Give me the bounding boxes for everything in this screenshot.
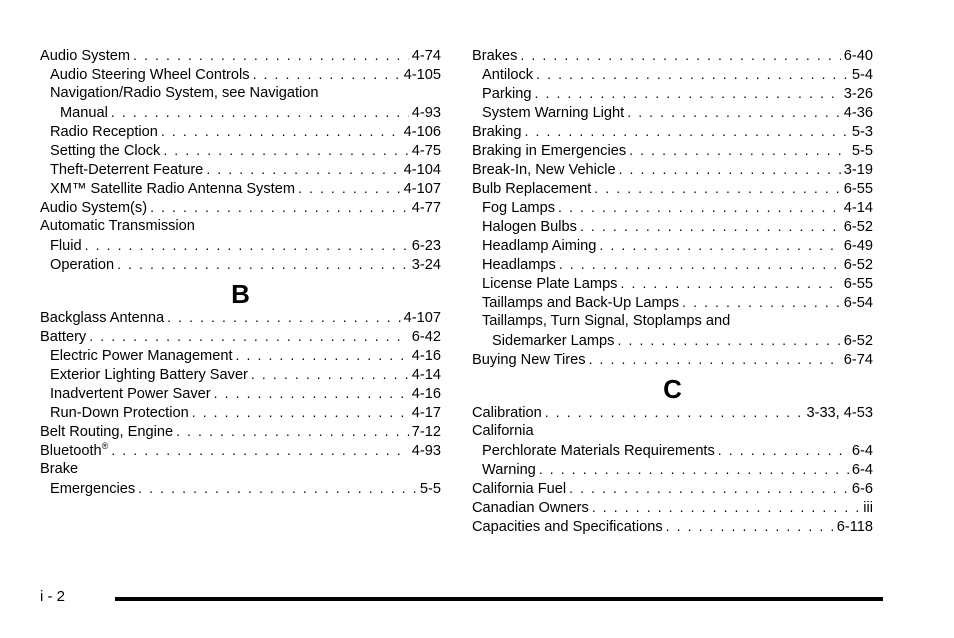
- page-reference: 4-104: [403, 162, 441, 178]
- entry-title: Antilock: [482, 67, 534, 83]
- dot-leader: [627, 103, 841, 122]
- index-entry: [472, 217, 873, 236]
- page-reference: 6-118: [836, 519, 873, 535]
- dot-leader: [536, 65, 849, 84]
- page-reference: 5-3: [851, 124, 873, 140]
- dot-leader: [594, 179, 841, 198]
- dot-leader: [236, 346, 409, 365]
- index-entry: [40, 441, 441, 460]
- entry-title: California: [472, 423, 534, 439]
- page-reference: 3-24: [411, 257, 441, 273]
- entry-title: Electric Power Management: [50, 348, 233, 364]
- page-reference: 4-74: [411, 48, 441, 64]
- index-entry: [472, 198, 873, 217]
- dot-leader: [89, 327, 409, 346]
- page-reference: 6-4: [851, 462, 873, 478]
- entry-title: Emergencies: [50, 481, 136, 497]
- index-entry: [472, 350, 873, 369]
- entry-title: Run-Down Protection: [50, 405, 189, 421]
- index-entry: [40, 160, 441, 179]
- entry-title: Automatic Transmission: [40, 218, 195, 234]
- index-entry: [40, 308, 441, 327]
- index-subheading: [40, 460, 441, 479]
- entry-title: Bluetooth®: [40, 441, 109, 459]
- index-entry: [40, 65, 441, 84]
- dot-leader: [617, 331, 840, 350]
- dot-leader: [163, 141, 408, 160]
- section-letter-heading: B: [231, 279, 250, 309]
- dot-leader: [251, 365, 409, 384]
- index-entry: [40, 179, 441, 198]
- dot-leader: [117, 255, 409, 274]
- entry-title: Belt Routing, Engine: [40, 424, 174, 440]
- page-reference: 3-26: [843, 86, 873, 102]
- entry-title: XM™ Satellite Radio Antenna System: [50, 181, 295, 197]
- index-subheading: [472, 422, 873, 441]
- index-entry: [40, 141, 441, 160]
- page-reference: 4-107: [403, 310, 441, 326]
- dot-leader: [619, 160, 841, 179]
- page-reference: 3-19: [843, 162, 873, 178]
- dot-leader: [138, 479, 417, 498]
- page-reference: 4-36: [843, 105, 873, 121]
- index-column-left: [40, 46, 441, 498]
- dot-leader: [580, 217, 841, 236]
- index-entry: [472, 46, 873, 65]
- entry-title: Taillamps, Turn Signal, Stoplamps and: [482, 313, 731, 329]
- index-entry: [472, 179, 873, 198]
- entry-title: Brakes: [472, 48, 518, 64]
- entry-title: Audio System(s): [40, 200, 148, 216]
- index-subheading: [40, 217, 441, 236]
- page-reference: 6-55: [843, 276, 873, 292]
- entry-title: Halogen Bulbs: [482, 219, 577, 235]
- page-reference: 4-14: [411, 367, 441, 383]
- page-reference: 6-49: [843, 238, 873, 254]
- dot-leader: [534, 84, 840, 103]
- entry-title: Headlamp Aiming: [482, 238, 597, 254]
- dot-leader: [214, 384, 409, 403]
- dot-leader: [682, 293, 841, 312]
- index-entry: [472, 517, 873, 536]
- entry-title: Canadian Owners: [472, 500, 589, 516]
- dot-leader: [161, 122, 401, 141]
- dot-leader: [111, 441, 408, 460]
- entry-title: Audio System: [40, 48, 131, 64]
- entry-title: Bulb Replacement: [472, 181, 592, 197]
- entry-title: Warning: [482, 462, 536, 478]
- page-reference: 4-75: [411, 143, 441, 159]
- page-reference: 4-107: [403, 181, 441, 197]
- index-entry: [40, 46, 441, 65]
- entry-title: Battery: [40, 329, 87, 345]
- index-entry: [40, 422, 441, 441]
- entry-title: Brake: [40, 461, 79, 477]
- dot-leader: [150, 198, 409, 217]
- dot-leader: [298, 179, 401, 198]
- page-reference: 6-52: [843, 257, 873, 273]
- dot-leader: [599, 236, 840, 255]
- index-entry: [472, 122, 873, 141]
- dot-leader: [569, 479, 849, 498]
- index-entry: [472, 236, 873, 255]
- page-reference: 4-16: [411, 386, 441, 402]
- page-reference: 6-52: [843, 219, 873, 235]
- index-entry: [40, 346, 441, 365]
- page-reference: 4-17: [411, 405, 441, 421]
- page-reference: 4-93: [411, 105, 441, 121]
- page-reference: 5-4: [851, 67, 873, 83]
- entry-title: Braking: [472, 124, 522, 140]
- index-entry: [472, 331, 873, 350]
- index-entry: [472, 498, 873, 517]
- dot-leader: [111, 103, 409, 122]
- index-entry: [40, 198, 441, 217]
- page-reference: 6-4: [851, 443, 873, 459]
- entry-title: Calibration: [472, 405, 542, 421]
- dot-leader: [206, 160, 400, 179]
- index-entry: [472, 160, 873, 179]
- index-subheading: [472, 312, 873, 331]
- page-reference: 4-105: [403, 67, 441, 83]
- index-subheading: [40, 84, 441, 103]
- page-reference: 7-12: [411, 424, 441, 440]
- page-reference: 6-54: [843, 295, 873, 311]
- entry-title: Taillamps and Back-Up Lamps: [482, 295, 680, 311]
- index-entry: [472, 103, 873, 122]
- dot-leader: [539, 460, 849, 479]
- entry-title: Braking in Emergencies: [472, 143, 627, 159]
- entry-title: License Plate Lamps: [482, 276, 618, 292]
- page-reference: 6-6: [851, 481, 873, 497]
- page-reference: 4-93: [411, 443, 441, 459]
- page-reference: iii: [863, 500, 873, 516]
- dot-leader: [253, 65, 401, 84]
- dot-leader: [629, 141, 849, 160]
- index-column-right: [472, 46, 873, 536]
- index-entry: [40, 403, 441, 422]
- dot-leader: [718, 441, 849, 460]
- index-entry: [40, 327, 441, 346]
- dot-leader: [559, 255, 841, 274]
- index-entry: [40, 236, 441, 255]
- index-entry: [40, 479, 441, 498]
- entry-title: Break-In, New Vehicle: [472, 162, 616, 178]
- dot-leader: [167, 308, 401, 327]
- page-reference: 4-77: [411, 200, 441, 216]
- page-reference: 4-14: [843, 200, 873, 216]
- page-reference: 3-33, 4-53: [806, 405, 873, 421]
- index-entry: [40, 103, 441, 122]
- dot-leader: [666, 517, 834, 536]
- entry-title: Inadvertent Power Saver: [50, 386, 211, 402]
- index-entry: [472, 403, 873, 422]
- entry-title: Perchlorate Materials Requirements: [482, 443, 715, 459]
- page-reference: 6-40: [843, 48, 873, 64]
- dot-leader: [524, 122, 848, 141]
- footer-rule: [115, 597, 883, 601]
- page-reference: 6-55: [843, 181, 873, 197]
- page-reference: 6-52: [843, 333, 873, 349]
- page-reference: 4-106: [403, 124, 441, 140]
- entry-title: Sidemarker Lamps: [492, 333, 615, 349]
- index-entry: [472, 293, 873, 312]
- entry-title: Theft-Deterrent Feature: [50, 162, 204, 178]
- dot-leader: [589, 350, 841, 369]
- entry-title: Buying New Tires: [472, 352, 586, 368]
- page-reference: 5-5: [419, 481, 441, 497]
- index-entry: [472, 460, 873, 479]
- dot-leader: [192, 403, 409, 422]
- dot-leader: [85, 236, 409, 255]
- dot-leader: [133, 46, 409, 65]
- entry-title: Radio Reception: [50, 124, 158, 140]
- dot-leader: [558, 198, 841, 217]
- entry-title: Parking: [482, 86, 532, 102]
- index-entry: [40, 122, 441, 141]
- dot-leader: [592, 498, 860, 517]
- index-entry: [472, 65, 873, 84]
- page-reference: 6-42: [411, 329, 441, 345]
- page-number: i - 2: [40, 588, 66, 605]
- dot-leader: [620, 274, 840, 293]
- page-reference: 5-5: [851, 143, 873, 159]
- index-entry: [472, 255, 873, 274]
- section-letter-heading: C: [663, 374, 682, 404]
- entry-title: Capacities and Specifications: [472, 519, 663, 535]
- index-entry: [40, 255, 441, 274]
- registered-mark: ®: [101, 441, 109, 452]
- entry-title: Manual: [60, 105, 108, 121]
- index-entry: [40, 365, 441, 384]
- index-entry: [472, 84, 873, 103]
- entry-title: Fluid: [50, 238, 82, 254]
- entry-title: California Fuel: [472, 481, 567, 497]
- entry-title: Fog Lamps: [482, 200, 556, 216]
- index-entry: [472, 479, 873, 498]
- index-entry: [472, 441, 873, 460]
- page-reference: 6-23: [411, 238, 441, 254]
- index-entry: [472, 141, 873, 160]
- entry-title: Operation: [50, 257, 115, 273]
- entry-title: System Warning Light: [482, 105, 625, 121]
- dot-leader: [176, 422, 409, 441]
- entry-title: Backglass Antenna: [40, 310, 165, 326]
- index-entry: [472, 274, 873, 293]
- entry-title: Headlamps: [482, 257, 556, 273]
- entry-title: Navigation/Radio System, see Navigation: [50, 85, 319, 101]
- entry-title: Audio Steering Wheel Controls: [50, 67, 250, 83]
- entry-title: Setting the Clock: [50, 143, 161, 159]
- index-entry: [40, 384, 441, 403]
- entry-title: Exterior Lighting Battery Saver: [50, 367, 248, 383]
- dot-leader: [545, 403, 804, 422]
- page-reference: 4-16: [411, 348, 441, 364]
- dot-leader: [520, 46, 840, 65]
- page-reference: 6-74: [843, 352, 873, 368]
